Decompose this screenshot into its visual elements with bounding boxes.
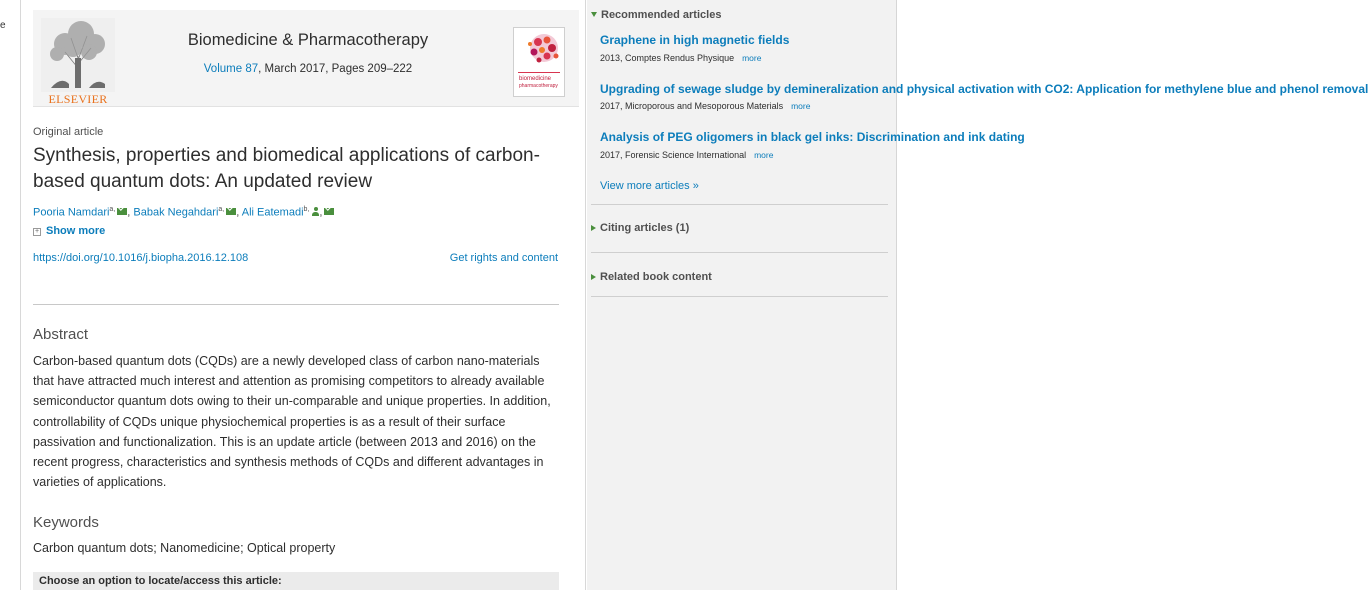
- author-list: [33, 206, 334, 219]
- plus-box-icon: +: [34, 228, 40, 235]
- person-icon[interactable]: [312, 207, 319, 216]
- collapsed-triangle-icon: [591, 225, 596, 231]
- author-link[interactable]: Pooria Namdari: [33, 206, 110, 219]
- expanded-triangle-icon: [591, 12, 597, 17]
- view-more-articles-link[interactable]: View more articles »: [600, 180, 699, 192]
- envelope-icon[interactable]: [226, 208, 236, 215]
- sidebar-divider: [591, 204, 888, 205]
- recommended-article-link[interactable]: Upgrading of sewage sludge by demineralization and physical activation with CO2: Application for methylene blue and phenol removal: [600, 82, 1368, 96]
- journal-cover-thumbnail[interactable]: [513, 27, 565, 97]
- author-separator: ,: [319, 206, 323, 219]
- related-book-content-toggle[interactable]: [591, 271, 712, 283]
- collapsed-triangle-icon: [591, 274, 596, 280]
- more-link[interactable]: more: [742, 53, 762, 63]
- recommended-article-meta: [600, 150, 773, 160]
- citing-articles-toggle[interactable]: [591, 222, 689, 234]
- recommended-article-link[interactable]: Analysis of PEG oligomers in black gel inks: Discrimination and ink dating: [600, 130, 1025, 144]
- article-type-label: Original article: [33, 126, 104, 138]
- keywords-heading: Keywords: [33, 514, 99, 531]
- locate-access-bar: Choose an option to locate/access this article:: [33, 572, 559, 590]
- journal-meta: [133, 63, 483, 75]
- cover-title-line1: biomedicine: [519, 76, 552, 82]
- recommended-heading: Recommended articles: [601, 9, 722, 21]
- abstract-text: Carbon-based quantum dots (CQDs) are a newly developed class of carbon nano-materials that have attracted much interest and attention as promising competitors to already available semiconductor quantum dots owing to their un-comparable and unique properties. In addition, controllability of CQDs unique physiochemical properties is as a result of their surface passivation and functionalization. This is an update article (between 2013 and 2016) on the recent progress, characteristics and synthesis methods of CQDs and different advantages in varieties of applications.: [33, 354, 551, 490]
- keywords-list: Carbon quantum dots; Nanomedicine; Optical property: [33, 541, 336, 555]
- volume-link[interactable]: Volume 87: [203, 63, 259, 75]
- author-affiliation-marker[interactable]: a,: [218, 206, 225, 213]
- recommended-article-meta: [600, 53, 761, 63]
- envelope-icon[interactable]: [324, 208, 334, 215]
- author-link[interactable]: Ali Eatemadi: [241, 206, 304, 219]
- recommended-article-source: 2017, Microporous and Mesoporous Materials: [600, 101, 784, 111]
- author-affiliation-marker[interactable]: b,: [303, 206, 310, 213]
- doi-link[interactable]: https://doi.org/10.1016/j.biopha.2016.12.108: [33, 252, 249, 264]
- show-more-button[interactable]: [33, 225, 105, 237]
- more-link[interactable]: more: [791, 101, 811, 111]
- journal-banner: [33, 10, 579, 107]
- cover-art-icon: [514, 28, 564, 96]
- issue-date-pages: , March 2017, Pages 209–222: [258, 63, 413, 75]
- author-separator: ,: [236, 206, 240, 219]
- recommended-article-link[interactable]: Graphene in high magnetic fields: [600, 33, 790, 47]
- elsevier-wordmark: ELSEVIER: [48, 92, 108, 106]
- sidebar: [587, 0, 1368, 590]
- recommended-article-source: 2013, Comptes Rendus Physique: [600, 53, 735, 63]
- more-link[interactable]: more: [754, 150, 774, 160]
- abstract-heading: Abstract: [33, 326, 89, 343]
- related-book-content-label: Related book content: [600, 271, 712, 283]
- citing-articles-label: Citing articles (1): [600, 222, 690, 234]
- author-link[interactable]: Babak Negahdari: [133, 206, 219, 219]
- article-title: Synthesis, properties and biomedical applications of carbon-based quantum dots: An updated review: [33, 145, 540, 192]
- section-divider: [33, 304, 559, 305]
- journal-title-link[interactable]: Biomedicine & Pharmacotherapy: [187, 31, 429, 49]
- article-main: [20, 0, 586, 590]
- window-edge-char: e: [0, 20, 6, 31]
- sidebar-divider: [591, 296, 888, 297]
- elsevier-tree-icon: [41, 18, 115, 92]
- author-separator: ,: [127, 206, 131, 219]
- cover-title-line2: pharmacotherapy: [519, 83, 558, 89]
- show-more-label: Show more: [46, 225, 106, 237]
- elsevier-logo[interactable]: [41, 18, 115, 104]
- get-rights-link[interactable]: Get rights and content: [449, 252, 558, 264]
- sidebar-divider: [591, 252, 888, 253]
- envelope-icon[interactable]: [117, 208, 127, 215]
- recommended-article-meta: [600, 101, 810, 111]
- recommended-article-source: 2017, Forensic Science International: [600, 150, 747, 160]
- recommended-articles-toggle[interactable]: [591, 9, 721, 21]
- author-affiliation-marker[interactable]: a,: [109, 206, 116, 213]
